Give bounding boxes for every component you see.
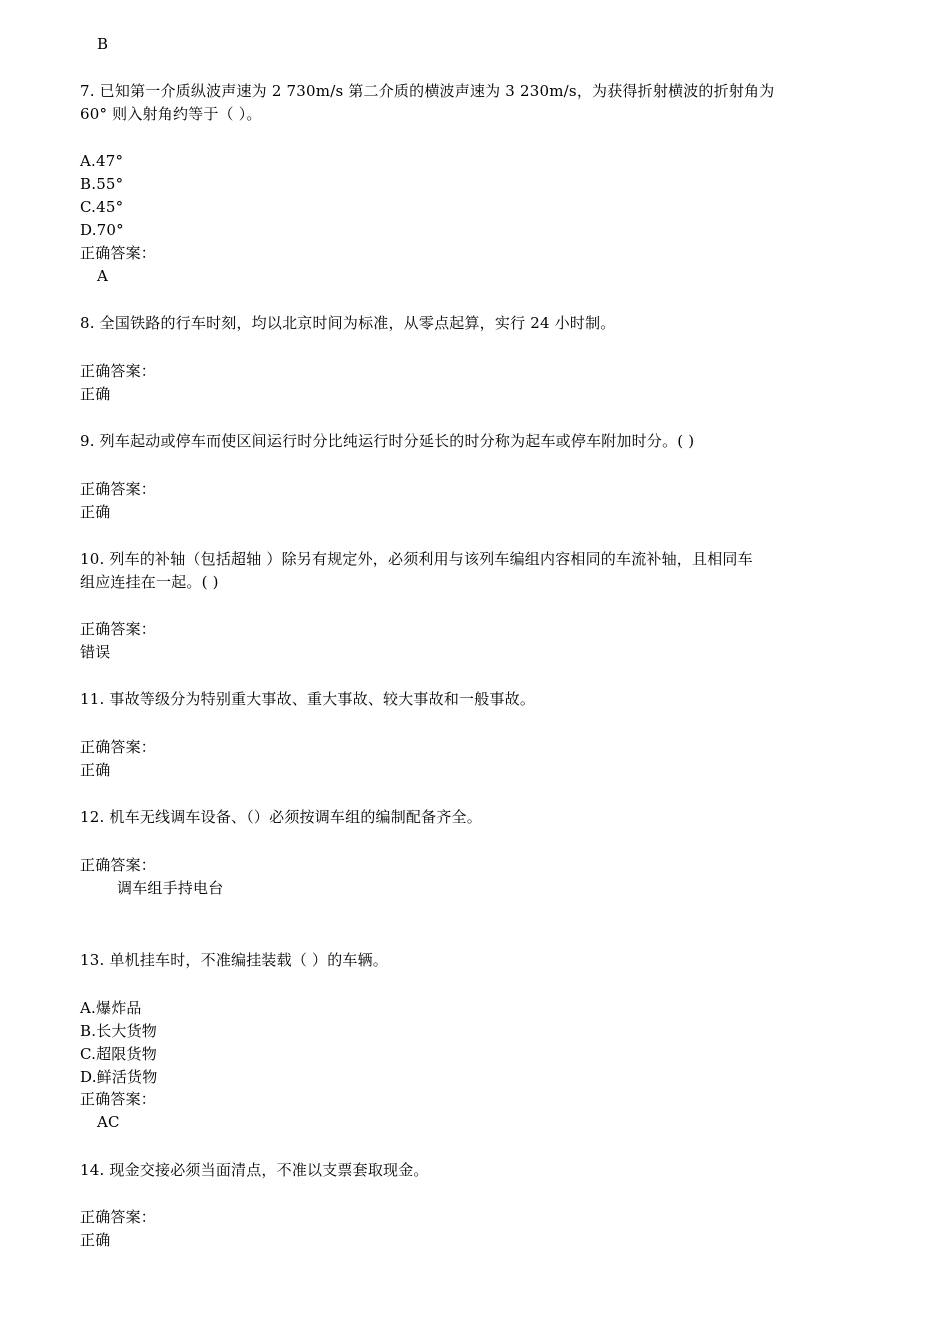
question-13-option-b: B.长大货物	[80, 1022, 157, 1040]
question-14-answer-label: 正确答案：	[80, 1208, 157, 1226]
question-8-answer-label: 正确答案：	[80, 362, 157, 380]
question-7-answer: A	[97, 267, 109, 285]
question-7-option-c: C.45°	[80, 198, 124, 216]
question-7-stem-line-2: 60° 则入射角约等于（ ）。	[80, 105, 262, 123]
question-7-stem-line-1: 7. 已知第一介质纵波声速为 2 730m/s 第二介质的横波声速为 3 230m/s，为获得折射横波的折射角为	[80, 82, 775, 100]
question-12-answer: 调车组手持电台	[117, 879, 224, 897]
previous-answer: B	[97, 35, 109, 53]
question-9-answer-label: 正确答案：	[80, 480, 157, 498]
question-8-answer: 正确	[80, 385, 111, 403]
question-10-stem-line-2: 组应连挂在一起。( )	[80, 573, 219, 591]
question-14-answer: 正确	[80, 1231, 111, 1249]
question-11-answer-label: 正确答案：	[80, 738, 157, 756]
question-7-option-b: B.55°	[80, 175, 124, 193]
question-13-answer: AC	[97, 1113, 120, 1131]
question-13-answer-label: 正确答案：	[80, 1090, 157, 1108]
question-9-answer: 正确	[80, 503, 111, 521]
question-13-option-d: D.鲜活货物	[80, 1068, 158, 1086]
question-7-answer-label: 正确答案：	[80, 244, 157, 262]
question-12-answer-label: 正确答案：	[80, 856, 157, 874]
question-7-option-a: A.47°	[80, 152, 124, 170]
question-10-answer: 错误	[80, 643, 111, 661]
question-12-stem: 12. 机车无线调车设备、（）必须按调车组的编制配备齐全。	[80, 808, 482, 826]
question-13-option-a: A.爆炸品	[80, 999, 142, 1017]
question-8-stem: 8. 全国铁路的行车时刻，均以北京时间为标准，从零点起算，实行 24 小时制。	[80, 314, 616, 332]
question-11-stem: 11. 事故等级分为特别重大事故、重大事故、较大事故和一般事故。	[80, 690, 536, 708]
question-13-stem: 13. 单机挂车时，不准编挂装载（ ）的车辆。	[80, 951, 388, 969]
question-10-stem-line-1: 10. 列车的补轴（包括超轴 ）除另有规定外，必须利用与该列车编组内容相同的车流补轴，且相同车	[80, 550, 753, 568]
question-7-option-d: D.70°	[80, 221, 124, 239]
question-14-stem: 14. 现金交接必须当面清点，不准以支票套取现金。	[80, 1161, 429, 1179]
question-13-option-c: C.超限货物	[80, 1045, 157, 1063]
question-11-answer: 正确	[80, 761, 111, 779]
question-10-answer-label: 正确答案：	[80, 620, 157, 638]
question-9-stem: 9. 列车起动或停车而使区间运行时分比纯运行时分延长的时分称为起车或停车附加时分。( )	[80, 432, 695, 450]
